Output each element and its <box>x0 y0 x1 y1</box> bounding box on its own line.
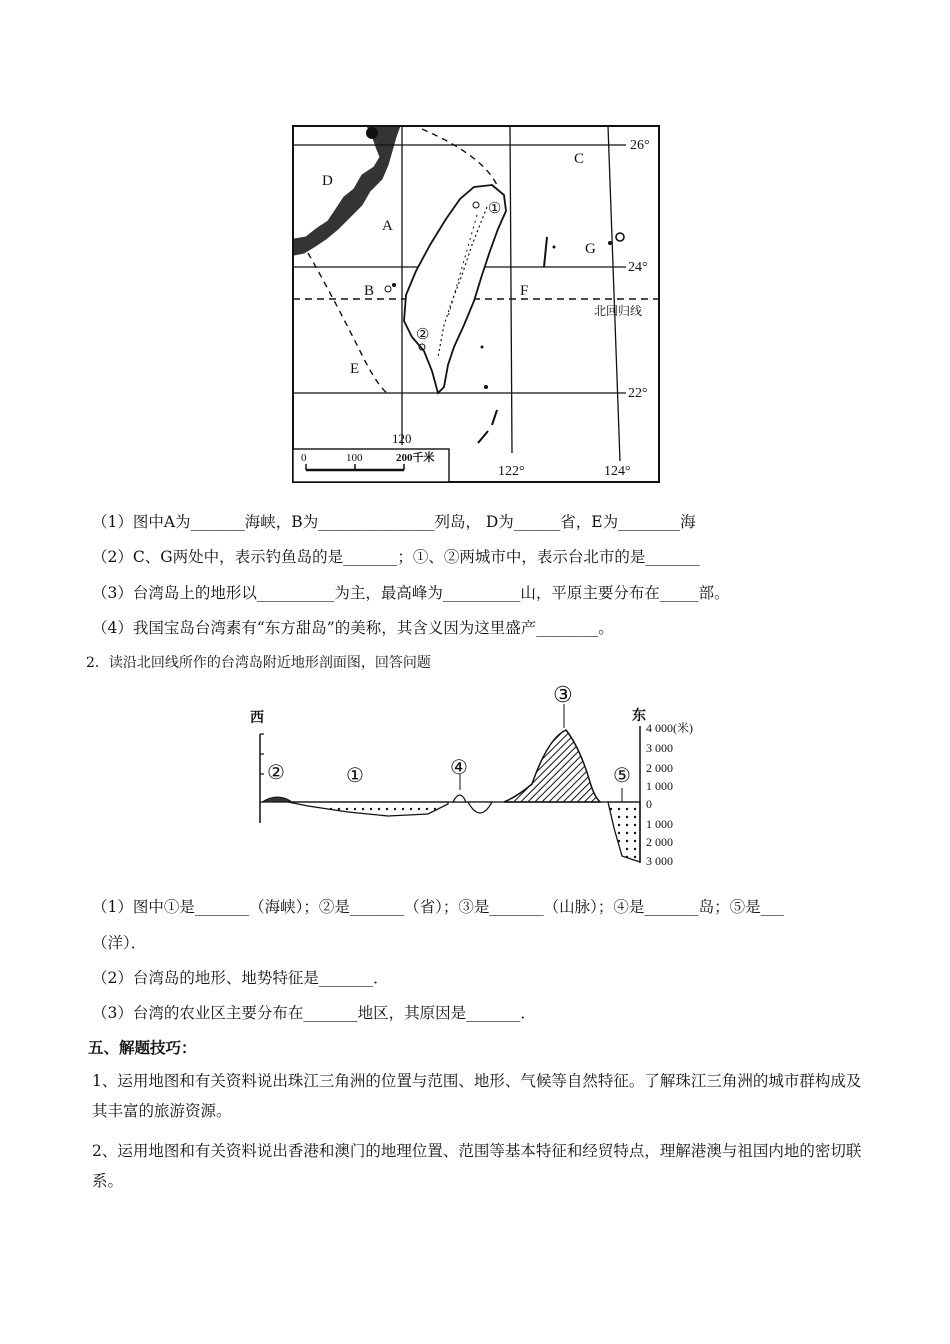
sea-dip <box>468 802 492 813</box>
q2-line-2: （2）台湾岛的地形、地势特征是_______． <box>92 969 389 987</box>
q2-line-1: （1）图中①是_______（海峡）；②是_______（省）；③是_______（山脉）；④是_______岛；⑤是___ <box>92 898 784 916</box>
q1-line-2: （2）C、G两处中，表示钓鱼岛的是_______；①、②两城市中，表示台北市的是_______ <box>92 548 700 566</box>
terrain-profile <box>248 678 698 873</box>
island-chain-3 <box>478 431 488 443</box>
taiwan-map-figure <box>292 125 660 483</box>
city-dot-mainland <box>366 127 378 139</box>
q2-line-1b: （洋）． <box>92 934 147 952</box>
label-G: G <box>585 241 596 257</box>
penghu-profile <box>453 795 466 802</box>
terrain-profile-figure <box>248 678 698 873</box>
islet-2 <box>481 346 484 349</box>
island-chain-1 <box>544 237 547 267</box>
profile-label-4: ④ <box>450 757 468 779</box>
islet-3 <box>484 385 488 389</box>
penghu-island-2 <box>392 283 396 287</box>
tropic-label: 北回归线 <box>594 304 643 318</box>
profile-tick-1000: 1 000 <box>646 779 673 793</box>
island-chain-2 <box>492 410 497 425</box>
profile-tick-0: 0 <box>646 797 652 811</box>
q1-line-4: （4）我国宝岛台湾素有“东方甜岛”的美称，其含义因为这里盛产________。 <box>92 619 614 637</box>
section5-title: 五、解题技巧： <box>88 1038 197 1057</box>
q2-title: 2．读沿北回线所作的台湾岛附近地形剖面图，回答问题 <box>86 655 431 671</box>
profile-west-label: 西 <box>250 711 264 726</box>
profile-tick-3000: 3 000 <box>646 741 673 755</box>
profile-tick-n3000: 3 000 <box>646 854 673 868</box>
lat-24-label: 24° <box>628 260 648 275</box>
section5-paragraph-1: 1、运用地图和有关资料说出珠江三角洲的位置与范围、地形、气候等自然特征。了解珠江三角洲的城市群构成及其丰富的旅游资源。 <box>92 1072 862 1120</box>
label-C: C <box>574 151 585 167</box>
profile-label-3: ③ <box>553 682 573 707</box>
penghu-island <box>385 286 391 292</box>
scale-label-200: 200千米 <box>396 452 435 464</box>
lon-122-line <box>510 126 512 453</box>
taiwan-map <box>292 125 660 483</box>
central-mountain <box>504 730 600 802</box>
profile-east-label: 东 <box>632 709 646 724</box>
scale-label-100: 100 <box>346 452 363 464</box>
ocean-trench <box>608 802 640 862</box>
q1-line-1: （1）图中A为_______海峡，B为_______________列岛， D为______省，E为________海 <box>92 513 696 531</box>
profile-tick-n2000: 2 000 <box>646 835 673 849</box>
mainland-bump <box>262 797 292 802</box>
label-B: B <box>364 283 375 299</box>
boundary-arc-north <box>422 129 497 185</box>
islet <box>553 246 556 249</box>
islet-g <box>608 241 612 245</box>
profile-tick-n1000: 1 000 <box>646 817 673 831</box>
strait-water <box>288 802 448 816</box>
label-E: E <box>350 361 360 377</box>
boundary-arc-south <box>308 253 387 393</box>
label-A: A <box>382 218 393 234</box>
lat-26-label: 26° <box>630 138 650 153</box>
lon-120-label: 120 <box>392 431 412 446</box>
profile-label-1: ① <box>346 765 364 787</box>
lon-124-label: 124° <box>604 464 631 479</box>
profile-label-2: ② <box>267 762 285 784</box>
island-g <box>616 233 624 241</box>
label-D: D <box>322 173 333 189</box>
q1-line-3: （3）台湾岛上的地形以__________为主，最高峰为__________山，平原主要分布在_____部。 <box>92 584 730 602</box>
city-label-1: ① <box>488 201 502 217</box>
label-F: F <box>520 283 529 299</box>
scale-label-0: 0 <box>301 452 307 464</box>
lon-122-label: 122° <box>498 464 525 479</box>
lat-22-label: 22° <box>628 386 648 401</box>
q2-line-3: （3）台湾的农业区主要分布在_______地区，其原因是_______． <box>92 1004 536 1022</box>
city-label-2: ② <box>416 327 430 343</box>
profile-label-5: ⑤ <box>613 765 631 787</box>
section5-paragraph-2: 2、运用地图和有关资料说出香港和澳门的地理位置、范围等基本特征和经贸特点，理解港澳与祖国内地的密切联系。 <box>92 1142 862 1190</box>
profile-tick-4000: 4 000(米) <box>646 721 693 735</box>
lon-124-line <box>608 126 620 461</box>
profile-tick-2000: 2 000 <box>646 761 673 775</box>
